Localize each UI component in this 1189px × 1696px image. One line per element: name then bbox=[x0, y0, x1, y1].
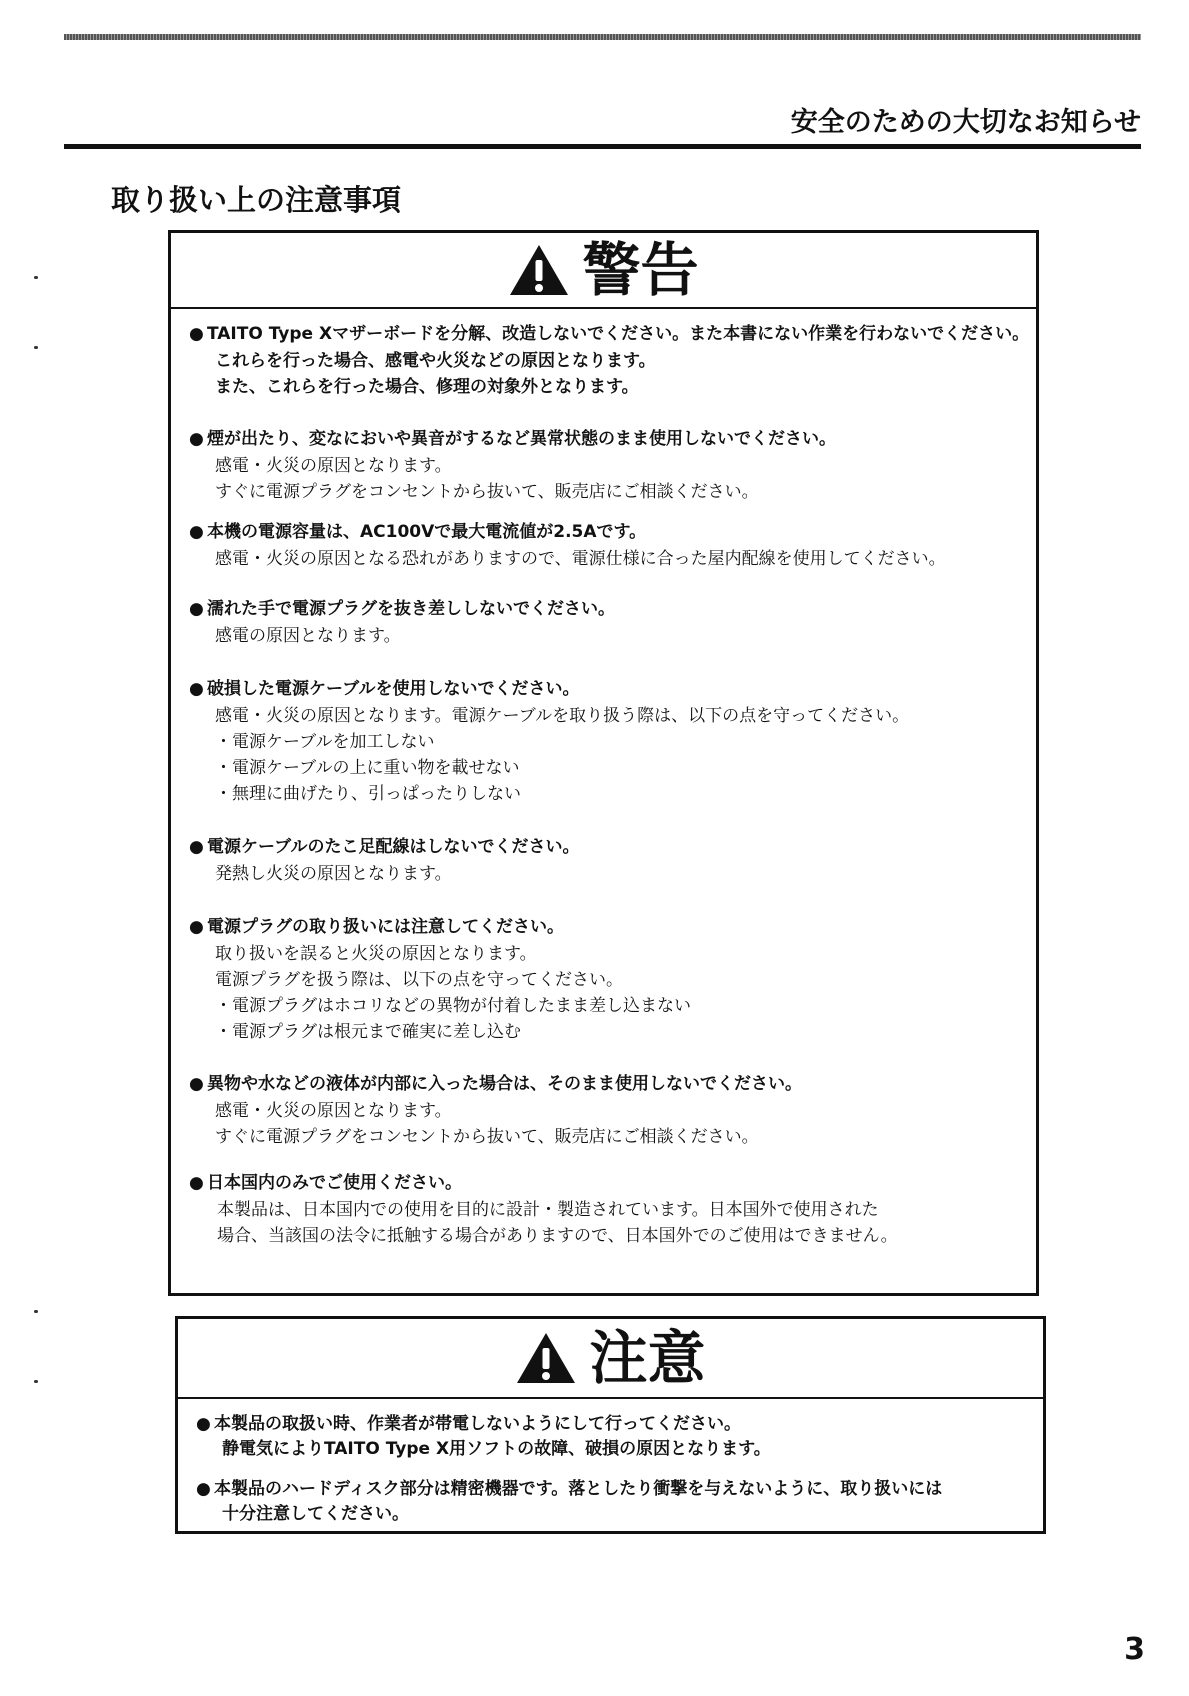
caution-item bbox=[196, 1476, 1029, 1525]
caution-box bbox=[175, 1316, 1046, 1534]
bullet: ● bbox=[189, 1074, 204, 1094]
warning-item-line: 電源プラグを扱う際は、以下の点を守ってください。 bbox=[215, 970, 623, 990]
bullet: ● bbox=[189, 1173, 204, 1193]
warning-item-line: 感電・火災の原因となります。電源ケーブルを取り扱う際は、以下の点を守ってください。 bbox=[215, 706, 910, 726]
caution-item bbox=[196, 1411, 1029, 1460]
margin-speck bbox=[34, 276, 38, 279]
warning-item-line: 感電・火災の原因となります。 bbox=[215, 1101, 452, 1121]
caution-items bbox=[178, 1399, 1043, 1525]
warning-item-head: 破損した電源ケーブルを使用しないでください。 bbox=[207, 679, 580, 699]
bullet: ● bbox=[189, 522, 204, 542]
warning-item bbox=[189, 834, 1022, 887]
warning-item-line: 取り扱いを誤ると火災の原因となります。 bbox=[215, 944, 537, 964]
bullet: ● bbox=[189, 837, 204, 857]
header-title: 安全のための大切なお知らせ bbox=[790, 107, 1141, 138]
caution-item-line: 十分注意してください。 bbox=[222, 1504, 409, 1524]
warning-item-head: 電源ケーブルのたこ足配線はしないでください。 bbox=[207, 837, 580, 857]
warning-item-line: 本製品は、日本国内での使用を目的に設計・製造されています。日本国外で使用された bbox=[217, 1200, 879, 1220]
warning-item bbox=[189, 321, 1030, 400]
warning-item-line: 場合、当該国の法令に抵触する場合がありますので、日本国外でのご使用はできません。 bbox=[217, 1226, 898, 1246]
warning-item-head: 本機の電源容量は、AC100Vで最大電流値が2.5Aです。 bbox=[207, 522, 647, 542]
caution-item-head: 本製品の取扱い時、作業者が帯電しないようにして行ってください。 bbox=[214, 1414, 741, 1434]
caution-item-line: 静電気によりTAITO Type X用ソフトの故障、破損の原因となります。 bbox=[222, 1439, 771, 1459]
warning-item bbox=[189, 1170, 1022, 1249]
warning-item-line: また、これらを行った場合、修理の対象外となります。 bbox=[215, 377, 639, 397]
warning-item-line: すぐに電源プラグをコンセントから抜いて、販売店にご相談ください。 bbox=[215, 482, 759, 502]
warning-item-subpoint: ・電源ケーブルの上に重い物を載せない bbox=[215, 758, 520, 778]
caution-triangle-icon bbox=[515, 1331, 577, 1385]
warning-item-subpoint: ・無理に曲げたり、引っぱったりしない bbox=[215, 784, 521, 804]
page-number: 3 bbox=[1124, 1632, 1145, 1667]
warning-item bbox=[189, 914, 1022, 1045]
warning-item-head: 電源プラグの取り扱いには注意してください。 bbox=[207, 917, 564, 937]
warning-item bbox=[189, 1071, 1022, 1150]
warning-triangle-icon bbox=[508, 243, 570, 297]
warning-item-subpoint: ・電源プラグは根元まで確実に差し込む bbox=[215, 1022, 521, 1042]
bullet: ● bbox=[189, 324, 204, 344]
warning-item-line: 感電の原因となります。 bbox=[215, 626, 401, 646]
warning-item-line: すぐに電源プラグをコンセントから抜いて、販売店にご相談ください。 bbox=[215, 1127, 759, 1147]
caution-header bbox=[178, 1319, 1043, 1399]
warning-item-line: 感電・火災の原因となる恐れがありますので、電源仕様に合った屋内配線を使用してください。 bbox=[215, 549, 946, 569]
warning-item-head: 日本国内のみでご使用ください。 bbox=[207, 1173, 462, 1193]
bullet: ● bbox=[189, 917, 204, 937]
margin-speck bbox=[34, 1310, 38, 1313]
bullet: ● bbox=[189, 429, 204, 449]
header-rule bbox=[64, 144, 1141, 149]
warning-item-subpoint: ・電源プラグはホコリなどの異物が付着したまま差し込まない bbox=[215, 996, 691, 1016]
caution-label: 注意 bbox=[589, 1324, 706, 1392]
warning-item-line: これらを行った場合、感電や火災などの原因となります。 bbox=[215, 351, 656, 371]
warning-item-head: 煙が出たり、変なにおいや異音がするなど異常状態のまま使用しないでください。 bbox=[207, 429, 836, 449]
warning-item bbox=[189, 519, 1022, 572]
bullet: ● bbox=[196, 1414, 211, 1434]
warning-item-line: 発熱し火災の原因となります。 bbox=[215, 864, 452, 884]
bullet: ● bbox=[189, 679, 204, 699]
warning-item bbox=[189, 676, 1022, 807]
section-title: 取り扱い上の注意事項 bbox=[111, 183, 402, 217]
bullet: ● bbox=[196, 1479, 211, 1499]
warning-item-subpoint: ・電源ケーブルを加工しない bbox=[215, 732, 435, 752]
bullet: ● bbox=[189, 599, 204, 619]
warning-item-head: 異物や水などの液体が内部に入った場合は、そのまま使用しないでください。 bbox=[207, 1074, 802, 1094]
warning-item-head: 濡れた手で電源プラグを抜き差ししないでください。 bbox=[207, 599, 615, 619]
warning-item-line: 感電・火災の原因となります。 bbox=[215, 456, 452, 476]
warning-item bbox=[189, 426, 1022, 505]
caution-item-head: 本製品のハードディスク部分は精密機器です。落としたり衝撃を与えないように、取り扱いには bbox=[214, 1479, 943, 1499]
warning-header bbox=[171, 233, 1036, 309]
margin-speck bbox=[34, 1380, 38, 1383]
top-rule bbox=[64, 34, 1141, 40]
warning-item bbox=[189, 596, 1022, 649]
margin-speck bbox=[34, 346, 38, 349]
warning-label: 警告 bbox=[582, 236, 699, 304]
warning-items bbox=[171, 309, 1036, 1249]
warning-box bbox=[168, 230, 1039, 1296]
warning-item-head: TAITO Type Xマザーボードを分解、改造しないでください。また本書にない作業を行わないでください。 bbox=[207, 324, 1030, 344]
